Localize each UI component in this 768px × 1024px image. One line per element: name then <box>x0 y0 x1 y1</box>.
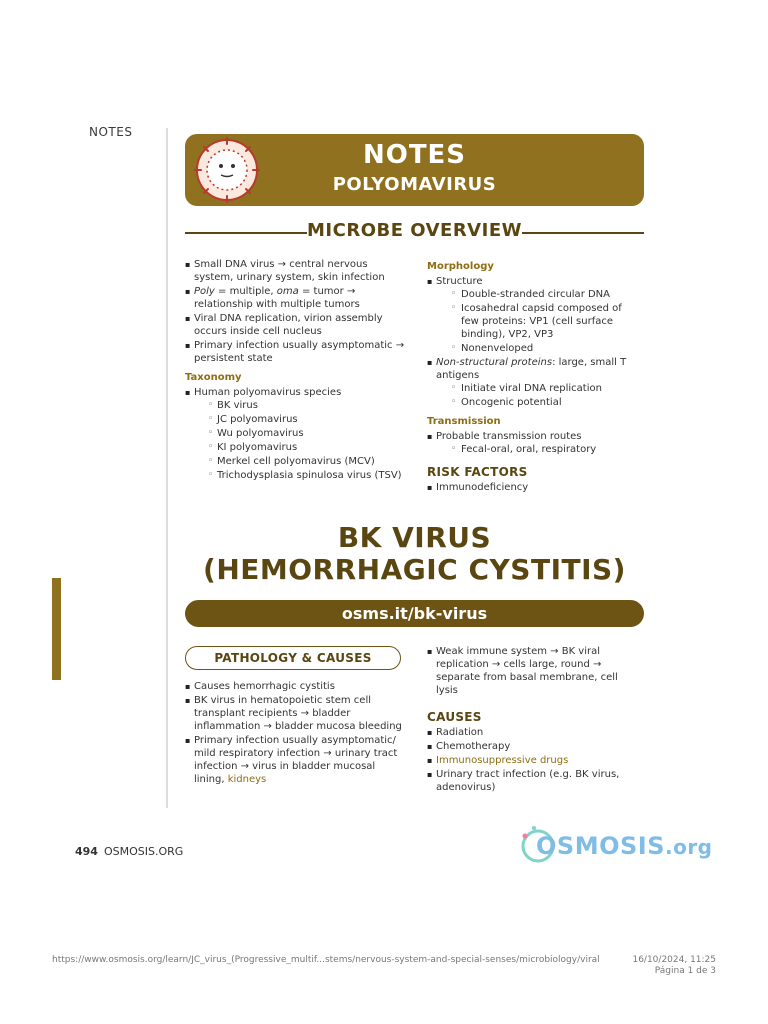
browser-url: https://www.osmosis.org/learn/JC_virus_(Progressive_multif...stems/nervous-system-and-special-senses/microbiology/viral <box>52 955 600 965</box>
causes-heading: CAUSES <box>427 710 482 724</box>
header-banner <box>185 134 644 206</box>
page-footer <box>75 845 183 858</box>
species-item: ◦ Wu polyomavirus <box>194 427 405 440</box>
footer-site: OSMOSIS.ORG <box>103 845 184 858</box>
logo-text: OSMOSIS <box>536 832 665 860</box>
nonstruct-item: ◦ Oncogenic potential <box>436 396 642 409</box>
list-item: ▪ Structure ◦ Double-stranded circular DNA ◦ Icosahedral capsid composed of few proteins: VP1 (cell surface binding), VP2, VP3 ◦ Nonenveloped <box>427 275 642 355</box>
pathology-left-column <box>185 680 405 787</box>
structure-item: ◦ Nonenveloped <box>436 342 642 355</box>
list-item: ▪ Human polyomavirus species ◦ BK virus ◦ JC polyomavirus ◦ Wu polyomavirus ◦ KI polyomavirus ◦ Merkel cell polyomavirus (MCV) ◦ Trichodysplasia spinulosa virus (TSV) <box>185 386 405 482</box>
species-item: ◦ KI polyomavirus <box>194 441 405 454</box>
pathology-item: ▪ BK virus in hematopoietic stem cell transplant recipients → bladder inflammation → bladder mucosa bleeding <box>185 694 405 733</box>
cause-item: ▪ Radiation <box>427 726 642 739</box>
list-item: ▪ Viral DNA replication, virion assembly occurs inside cell nucleus <box>185 312 405 338</box>
transmission-item: ◦ Fecal-oral, oral, respiratory <box>436 443 642 456</box>
page-number: 494 <box>75 845 98 858</box>
risk-item: ▪ Immunodeficiency <box>427 481 642 494</box>
cause-item <box>427 754 642 767</box>
vertical-divider <box>166 128 168 808</box>
pathology-item: ▪ Weak immune system → BK viral replication → cells large, round → separate from basal membrane, cell lysis <box>427 645 642 697</box>
taxonomy-heading: Taxonomy <box>185 372 242 383</box>
species-item: ◦ Trichodysplasia spinulosa virus (TSV) <box>194 469 405 482</box>
transmission-heading: Transmission <box>427 416 501 427</box>
species-item: ◦ Merkel cell polyomavirus (MCV) <box>194 455 405 468</box>
overview-right-column <box>427 258 642 495</box>
print-page-count: Página 1 de 3 <box>654 966 716 976</box>
microbe-overview-heading <box>185 220 644 246</box>
pathology-causes-heading: PATHOLOGY & CAUSES <box>185 646 401 670</box>
species-item: ◦ JC polyomavirus <box>194 413 405 426</box>
overview-left-column <box>185 258 405 483</box>
pathology-right-column <box>427 645 642 795</box>
bk-title-line1: BK VIRUS <box>337 521 492 554</box>
list-item: ▪ Small DNA virus → central nervous system, urinary system, skin infection <box>185 258 405 284</box>
kidneys-link[interactable]: kidneys <box>227 774 267 785</box>
list-item: ▪ Primary infection usually asymptomatic → persistent state <box>185 339 405 365</box>
bk-virus-link[interactable]: osms.it/bk-virus <box>185 600 644 627</box>
cause-item: ▪ Chemotherapy <box>427 740 642 753</box>
print-datetime <box>612 955 716 977</box>
risk-factors-heading: RISK FACTORS <box>427 465 528 479</box>
osmosis-logo <box>516 824 713 866</box>
bk-title-line2: (HEMORRHAGIC CYSTITIS) <box>203 553 626 586</box>
structure-item: ◦ Icosahedral capsid composed of few proteins: VP1 (cell surface binding), VP2, VP3 <box>436 302 642 341</box>
side-label-notes: NOTES <box>89 125 133 139</box>
list-item: ▪ Probable transmission routes ◦ Fecal-oral, oral, respiratory <box>427 430 642 456</box>
list-item: ▪ Poly = multiple, oma = tumor → relationship with multiple tumors <box>185 285 405 311</box>
bk-virus-title <box>185 522 644 586</box>
species-item: ◦ BK virus <box>194 399 405 412</box>
logo-suffix: .org <box>664 835 713 859</box>
list-item: ▪ Non-structural proteins: large, small T antigens ◦ Initiate viral DNA replication ◦ Oncogenic potential <box>427 356 642 409</box>
print-date: 16/10/2024, 11:25 <box>632 955 716 965</box>
structure-item: ◦ Double-stranded circular DNA <box>436 288 642 301</box>
chapter-tab-marker <box>52 578 61 680</box>
overview-title-text: MICROBE OVERVIEW <box>307 220 522 241</box>
morphology-heading: Morphology <box>427 261 494 272</box>
immunosuppressive-drugs-link[interactable]: Immunosuppressive drugs <box>436 755 569 766</box>
cause-item: ▪ Urinary tract infection (e.g. BK virus, adenovirus) <box>427 768 642 794</box>
pathology-item: ▪ Primary infection usually asymptomatic/ mild respiratory infection → urinary tract infection → virus in bladder mucosal lining, kidneys <box>185 734 405 786</box>
header-title: NOTES <box>362 140 467 170</box>
pathology-item: ▪ Causes hemorrhagic cystitis <box>185 680 405 693</box>
header-subtitle: POLYOMAVIRUS <box>332 174 497 195</box>
nonstruct-item: ◦ Initiate viral DNA replication <box>436 382 642 395</box>
